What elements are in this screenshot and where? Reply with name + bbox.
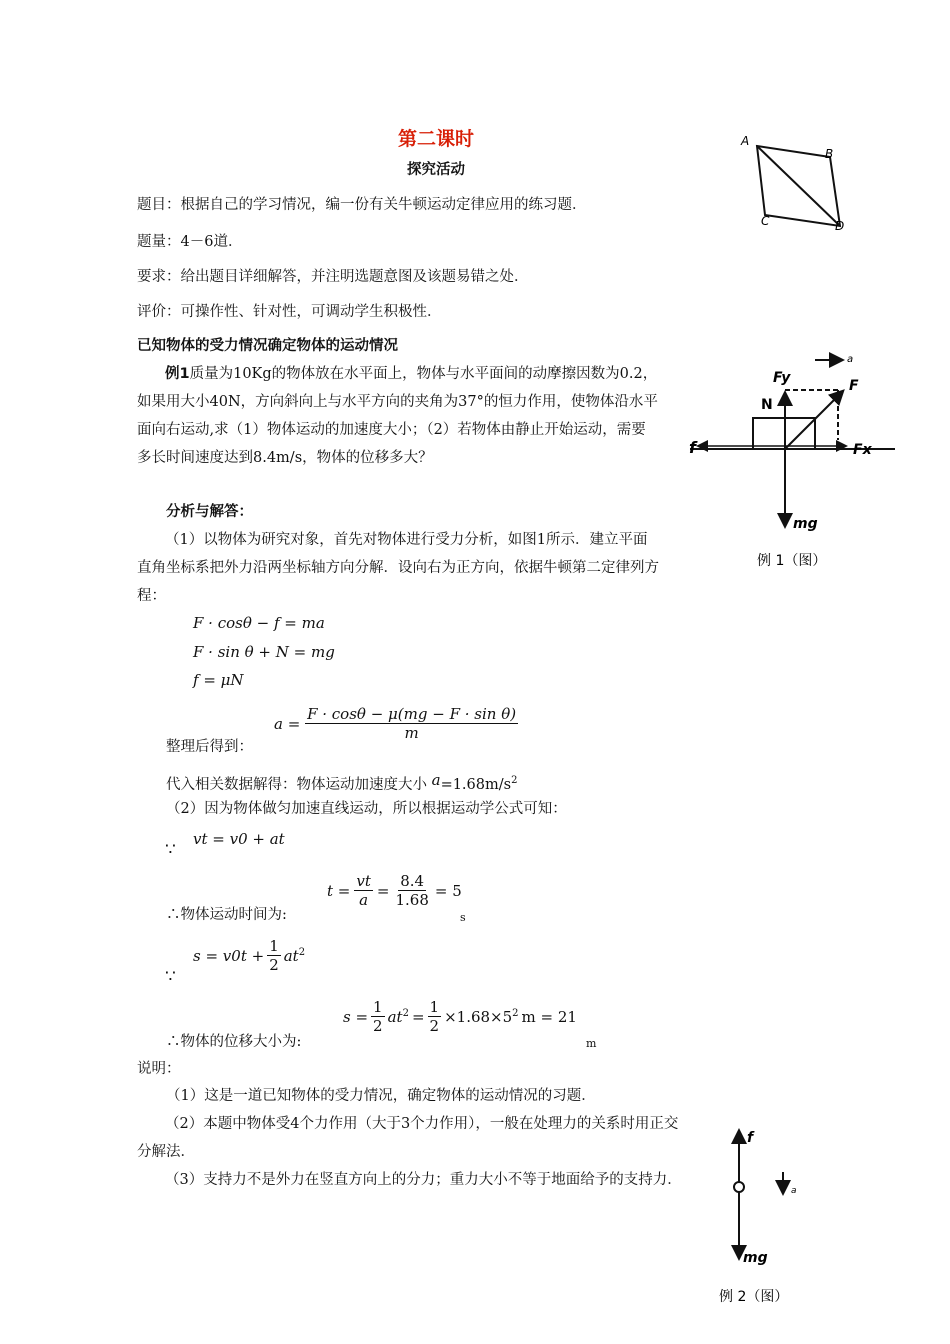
eq8-num-1: 1 bbox=[373, 998, 383, 1016]
equation-6-frac-2 bbox=[393, 872, 430, 909]
equation-4 bbox=[274, 705, 518, 742]
label-f-2: f bbox=[747, 1130, 754, 1146]
eq6-num-1: vt bbox=[356, 872, 371, 890]
label-friction: f bbox=[689, 438, 696, 457]
task-count: 题量：4－6道． bbox=[137, 234, 243, 250]
eq6-den-2: 1.68 bbox=[395, 891, 429, 909]
equation-1: F · cosθ − f = ma bbox=[193, 614, 325, 632]
equation-8 bbox=[343, 998, 577, 1035]
eq8-e1: 2 bbox=[402, 1007, 409, 1019]
result-acceleration bbox=[166, 770, 517, 795]
eq8-unit: m bbox=[586, 1037, 597, 1050]
label-mg-2: mg bbox=[743, 1250, 768, 1266]
result1-exponent: 2 bbox=[511, 775, 518, 787]
note-1: （1）这是一道已知物体的受力情况，确定物体的运动情况的习题． bbox=[166, 1088, 596, 1104]
equation-4-numerator: F · cosθ − μ(mg − F · sin θ) bbox=[307, 705, 517, 723]
eq7-lhs: s = v0t + bbox=[193, 946, 265, 965]
vertex-d: D bbox=[835, 219, 845, 233]
because-symbol-2: ∵ bbox=[165, 967, 176, 987]
eq7-rhs bbox=[284, 947, 305, 965]
equation-6-frac-1 bbox=[354, 872, 373, 909]
eq8-mid-2 bbox=[444, 1008, 518, 1026]
eq6-den-1: a bbox=[359, 891, 369, 909]
example1-text: 质量为10Kg的物体放在水平面上，物体与水平面间的动摩擦因数为0.2，如果用大小40N，方向斜向上与水平方向的夹角为37°的恒力作用，使物体沿水平面向右运动,求（1）物体运动的加速度大小；（2）若物体由静止开始运动，需要多长时间速度达到8.4m/s，物体的位移多大？ bbox=[137, 366, 658, 466]
eq6-num-2: 8.4 bbox=[400, 872, 425, 890]
eq6-result: = 5 bbox=[434, 881, 462, 900]
section-heading: 已知物体的受力情况确定物体的运动情况 bbox=[137, 338, 398, 354]
figure1-caption: 例 1（图） bbox=[757, 553, 827, 569]
after-label: 整理后得到： bbox=[166, 739, 253, 755]
eq8-equals: = bbox=[411, 1007, 425, 1026]
eq7-rhs-text: at bbox=[283, 946, 299, 965]
equation-4-fraction bbox=[305, 705, 518, 742]
equation-6 bbox=[327, 872, 462, 909]
equation-3: f = μN bbox=[193, 671, 244, 689]
result1-prefix: 代入相关数据解得：物体运动加速度大小 bbox=[166, 777, 427, 793]
label-fx: Fx bbox=[853, 442, 872, 458]
notes-heading: 说明： bbox=[137, 1061, 181, 1077]
example2-force-diagram bbox=[715, 1120, 825, 1310]
eq8-den-1: 2 bbox=[373, 1017, 383, 1035]
equation-5: vt = v0 + at bbox=[193, 830, 285, 848]
equation-2: F · sin θ + N = mg bbox=[193, 643, 335, 661]
result1-var: a bbox=[431, 771, 441, 789]
equation-4-denominator: m bbox=[404, 724, 419, 742]
label-f-force: F bbox=[849, 378, 859, 394]
object-point bbox=[734, 1182, 744, 1192]
label-n: N bbox=[761, 397, 773, 413]
example1-force-diagram bbox=[685, 350, 900, 575]
result1-value: =1.68m/s bbox=[440, 777, 512, 793]
time-label: ∴物体运动时间为: bbox=[166, 907, 287, 923]
eq8-mid-1 bbox=[388, 1008, 409, 1026]
task-evaluation: 评价：可操作性、针对性，可调动学生积极性． bbox=[137, 304, 442, 320]
subtitle: 探究活动 bbox=[407, 162, 465, 178]
displacement-label: ∴物体的位移大小为: bbox=[166, 1034, 302, 1050]
task-topic: 题目：根据自己的学习情况，编一份有关牛顿运动定律应用的练习题． bbox=[137, 197, 587, 213]
analysis-paragraph-1: （1）以物体为研究对象，首先对物体进行受力分析，如图1所示．建立平面直角坐标系把外力沿两坐标轴方向分解．设向右为正方向，依据牛顿第二定律列方程： bbox=[137, 532, 659, 604]
vertex-b: B bbox=[825, 147, 834, 161]
note-2: （2）本题中物体受4个力作用（大于3个力作用），一般在处理力的关系时用正交分解法． bbox=[137, 1116, 679, 1160]
eq8-e2: 2 bbox=[512, 1007, 519, 1019]
label-mg: mg bbox=[793, 516, 818, 532]
analysis-heading: 分析与解答： bbox=[166, 504, 253, 520]
note-3: （3）支持力不是外力在竖直方向上的分力；重力大小不等于地面给予的支持力． bbox=[165, 1172, 682, 1188]
label-a: a bbox=[847, 354, 854, 365]
eq8-den-2: 2 bbox=[429, 1017, 440, 1035]
eq7-num: 1 bbox=[269, 937, 279, 955]
because-symbol-1: ∵ bbox=[165, 840, 176, 860]
eq8-lhs: s = bbox=[343, 1007, 369, 1026]
eq8-frac-1 bbox=[371, 998, 385, 1035]
eq6-unit: s bbox=[460, 911, 466, 924]
eq8-tail: m = 21 bbox=[521, 1007, 577, 1026]
page-title: 第二课时 bbox=[398, 128, 475, 150]
label-a-2: a bbox=[791, 1186, 797, 1196]
task-requirement: 要求：给出题目详细解答，并注明选题意图及该题易错之处． bbox=[137, 269, 529, 285]
force-f-arrow bbox=[785, 392, 842, 449]
eq7-frac bbox=[267, 937, 281, 974]
figure2-caption: 例 2（图） bbox=[719, 1289, 789, 1305]
eq7-den: 2 bbox=[269, 956, 279, 974]
vertex-a: A bbox=[741, 134, 750, 148]
parallelogram-figure bbox=[735, 130, 855, 235]
example1-paragraph bbox=[137, 360, 659, 472]
label-fy: Fy bbox=[773, 370, 791, 386]
example1-label: 例1 bbox=[165, 366, 190, 382]
eq8-m1: at bbox=[387, 1007, 403, 1026]
vertex-c: C bbox=[761, 214, 770, 228]
eq8-m2: ×1.68×5 bbox=[444, 1007, 513, 1026]
equation-4-lhs: a = bbox=[274, 714, 301, 733]
analysis-paragraph-2: （2）因为物体做匀加速直线运动，所以根据运动学公式可知： bbox=[166, 801, 567, 817]
eq8-frac-2 bbox=[428, 998, 442, 1035]
eq6-equals: = bbox=[376, 881, 390, 900]
equation-6-t: t = bbox=[327, 881, 351, 900]
eq8-num-2: 1 bbox=[429, 998, 440, 1016]
equation-7 bbox=[193, 937, 305, 974]
eq7-exp: 2 bbox=[298, 946, 306, 958]
